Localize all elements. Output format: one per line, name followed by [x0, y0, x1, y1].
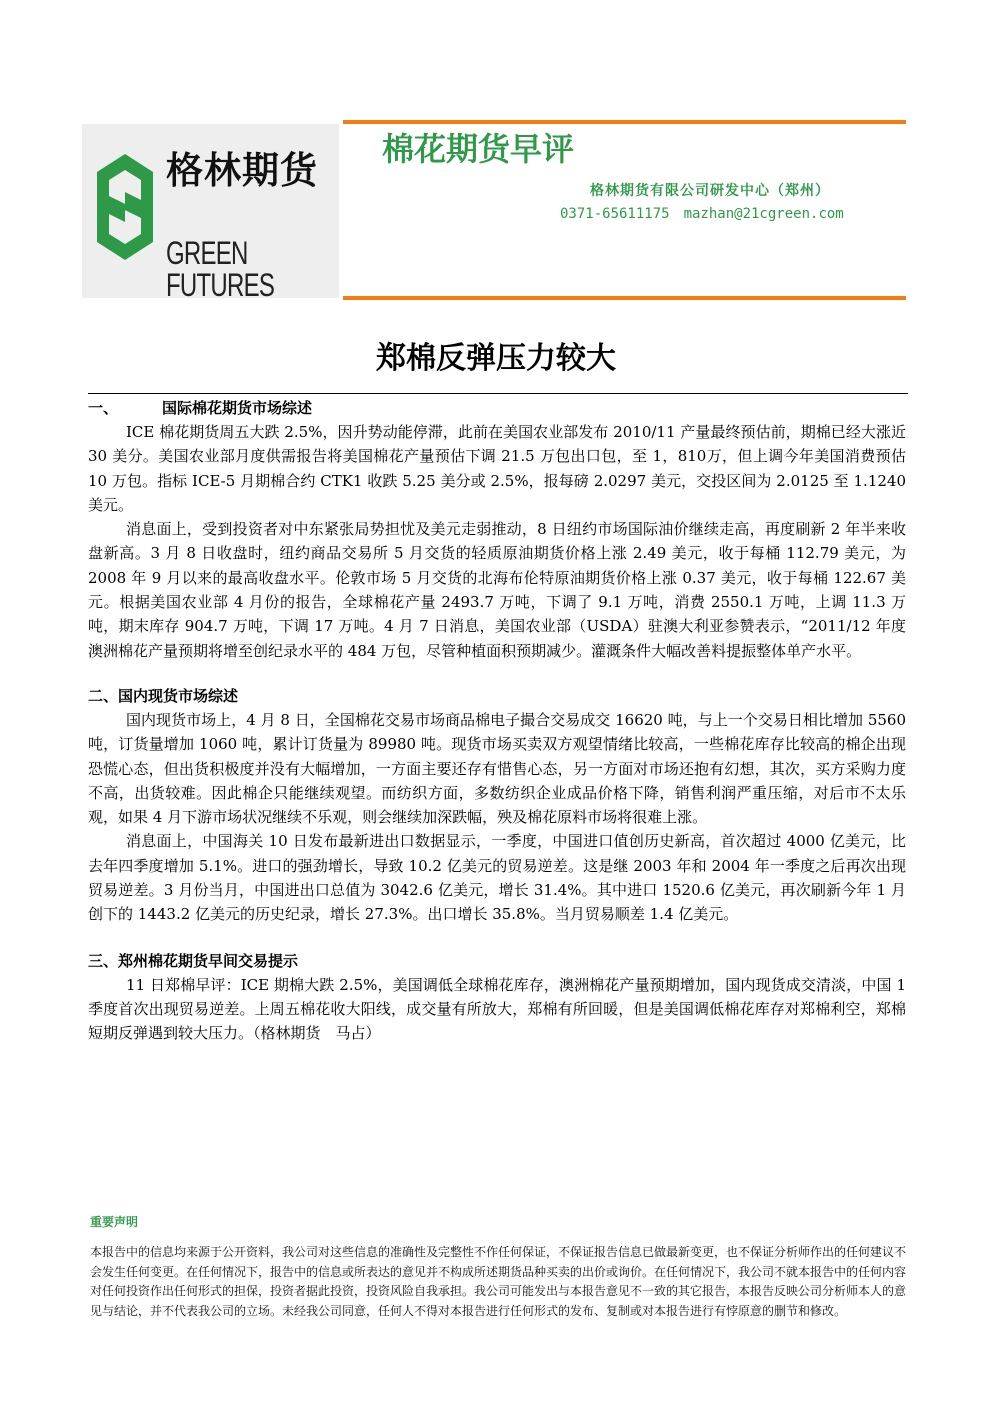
disclaimer-text: 本报告中的信息均来源于公开资料，我公司对这些信息的准确性及完整性不作任何保证，不保证报告信息已做最新变更，也不保证分析师作出的任何建议不会发生任何变更。在任何情况下，报告中的信息或所表达的意见并不构成所述期货品种买卖的出价或询价。在任何情况下，我公司不就本报告中的任何内容对任何投资作出任何形式的担保，投资者据此投资，投资风险自我承担。我公司可能发出与本报告意见不一致的其它报告，本报告反映公司分析师本人的意见与结论，并不代表我公司的立场。未经我公司同意，任何人不得对本报告进行任何形式的发布、复制或对本报告进行有悖原意的删节和修改。 — [90, 1245, 907, 1318]
phone-number: 0371-65611175 — [560, 206, 670, 222]
paragraph: 消息面上，中国海关 10 日发布最新进出口数据显示，一季度，中国进口值创历史新高，首次超过 4000 亿美元，比去年四季度增加 5.1%。进口的强劲增长，导致 10.2 亿美元的贸易逆差。这是继 2003 年和 2004 年一季度之后再次出现贸易逆差。3 月份当月，中国进出口总值为 3042.6 亿美元，增长 31.4%。其中进口 1520.6 亿美元，再次刷新今年 1 月创下的 1443.2 亿美元的历史纪录，增长 27.3%。出口增长 35.8%。当月贸易顺差 1.4 亿美元。 — [88, 832, 906, 924]
logo-name-cn: 格林期货 — [166, 149, 318, 192]
disclaimer-title: 重要声明 — [90, 1215, 139, 1229]
logo — [82, 124, 339, 303]
section-title: 国际棉花期货市场综述 — [162, 399, 313, 417]
section-number: 一、 — [88, 399, 119, 417]
section-heading — [88, 684, 906, 708]
section-heading — [88, 396, 906, 420]
company-name: 格林期货有限公司研发中心（郑州） — [590, 183, 830, 199]
section-heading — [88, 949, 906, 973]
section-number: 三、 — [88, 951, 119, 970]
paragraph: 国内现货市场上，4 月 8 日，全国棉花交易市场商品棉电子撮合交易成交 16620 吨，与上一个交易日相比增加 5560 吨，订货量增加 1060 吨，累计订货量为 89980 吨。现货市场买卖双方观望情绪比较高，一些棉花库存比较高的棉企出现恐慌心态，但出货积极度并没有大幅增加，一方面主要还存有惜售心态，另一方面对市场还抱有幻想，其次，买方采购力度不高，出货较难。因此棉企只能继续观望。而纺织方面，多数纺织企业成品价格下降，销售利润严重压缩，对后市不太乐观，如果 4 月下游市场状况继续不乐观，则会继续加深跌幅，殃及棉花原料市场将很难上涨。 — [88, 710, 906, 827]
section-title: 郑州棉花期货早间交易提示 — [118, 951, 299, 970]
green-futures-logo-icon — [95, 152, 155, 262]
contact-info — [560, 206, 858, 222]
email-address: mazhan@21cgreen.com — [683, 206, 844, 222]
logo-name-en: GREEN FUTURES — [166, 235, 275, 303]
paragraph: 11 日郑棉早评：ICE 期棉大跌 2.5%，美国调低全球棉花库存，澳洲棉花产量预期增加，国内现货成交清淡，中国 1 季度首次出现贸易逆差。上周五棉花收大阳线，成交量有所放大，郑棉有所回暖，但是美国调低棉花库存对郑棉利空，郑棉短期反弹遇到较大压力。（格林期货 马占） — [88, 975, 906, 1043]
paragraph: ICE 棉花期货周五大跌 2.5%，因升势动能停滞，此前在美国农业部发布 2010/11 产量最终预估前，期棉已经大涨近 30 美分。美国农业部月度供需报告将美国棉花产量预估下调 21.5 万包出口包，至 1，810万，但上调今年美国消费预估 10 万包。指标 ICE-5 月期棉合约 CTK1 收跌 5.25 美分或 2.5%，报每磅 2.0297 美元，交投区间为 2.0125 至 1.1240 美元。 — [88, 423, 906, 514]
title-divider — [88, 393, 908, 394]
header-bottom-rule — [343, 296, 906, 300]
header-top-rule — [343, 120, 906, 124]
document-title: 郑棉反弹压力较大 — [376, 341, 616, 376]
paragraph: 消息面上，受到投资者对中东紧张局势担忧及美元走弱推动，8 日纽约市场国际油价继续走高，再度刷新 2 年半来收盘新高。3 月 8 日收盘时，纽约商品交易所 5 月交货的轻质原油期货价格上涨 2.49 美元，收于每桶 112.79 美元，为 2008 年 9 月以来的最高收盘水平。伦敦市场 5 月交货的北海布伦特原油期货价格上涨 0.37 美元，收于每桶 122.67 美元。根据美国农业部 4 月份的报告，全球棉花产量 2493.7 万吨，下调了 9.1 万吨，消费 2550.1 万吨，上调 11.3 万吨，期末库存 904.7 万吨，下调 17 万吨。4 月 7 日消息，美国农业部（USDA）驻澳大利亚参赞表示，“2011/12 年度澳洲棉花产量预期将增至创纪录水平的 484 万包，尽管种植面积预期减少。灌溉条件大幅改善料提振整体单产水平。 — [88, 520, 906, 660]
document-body — [88, 396, 906, 1046]
section-title: 国内现货市场综述 — [118, 686, 239, 705]
report-type-title: 棉花期货早评 — [382, 130, 575, 168]
section-number: 二、 — [88, 686, 119, 705]
